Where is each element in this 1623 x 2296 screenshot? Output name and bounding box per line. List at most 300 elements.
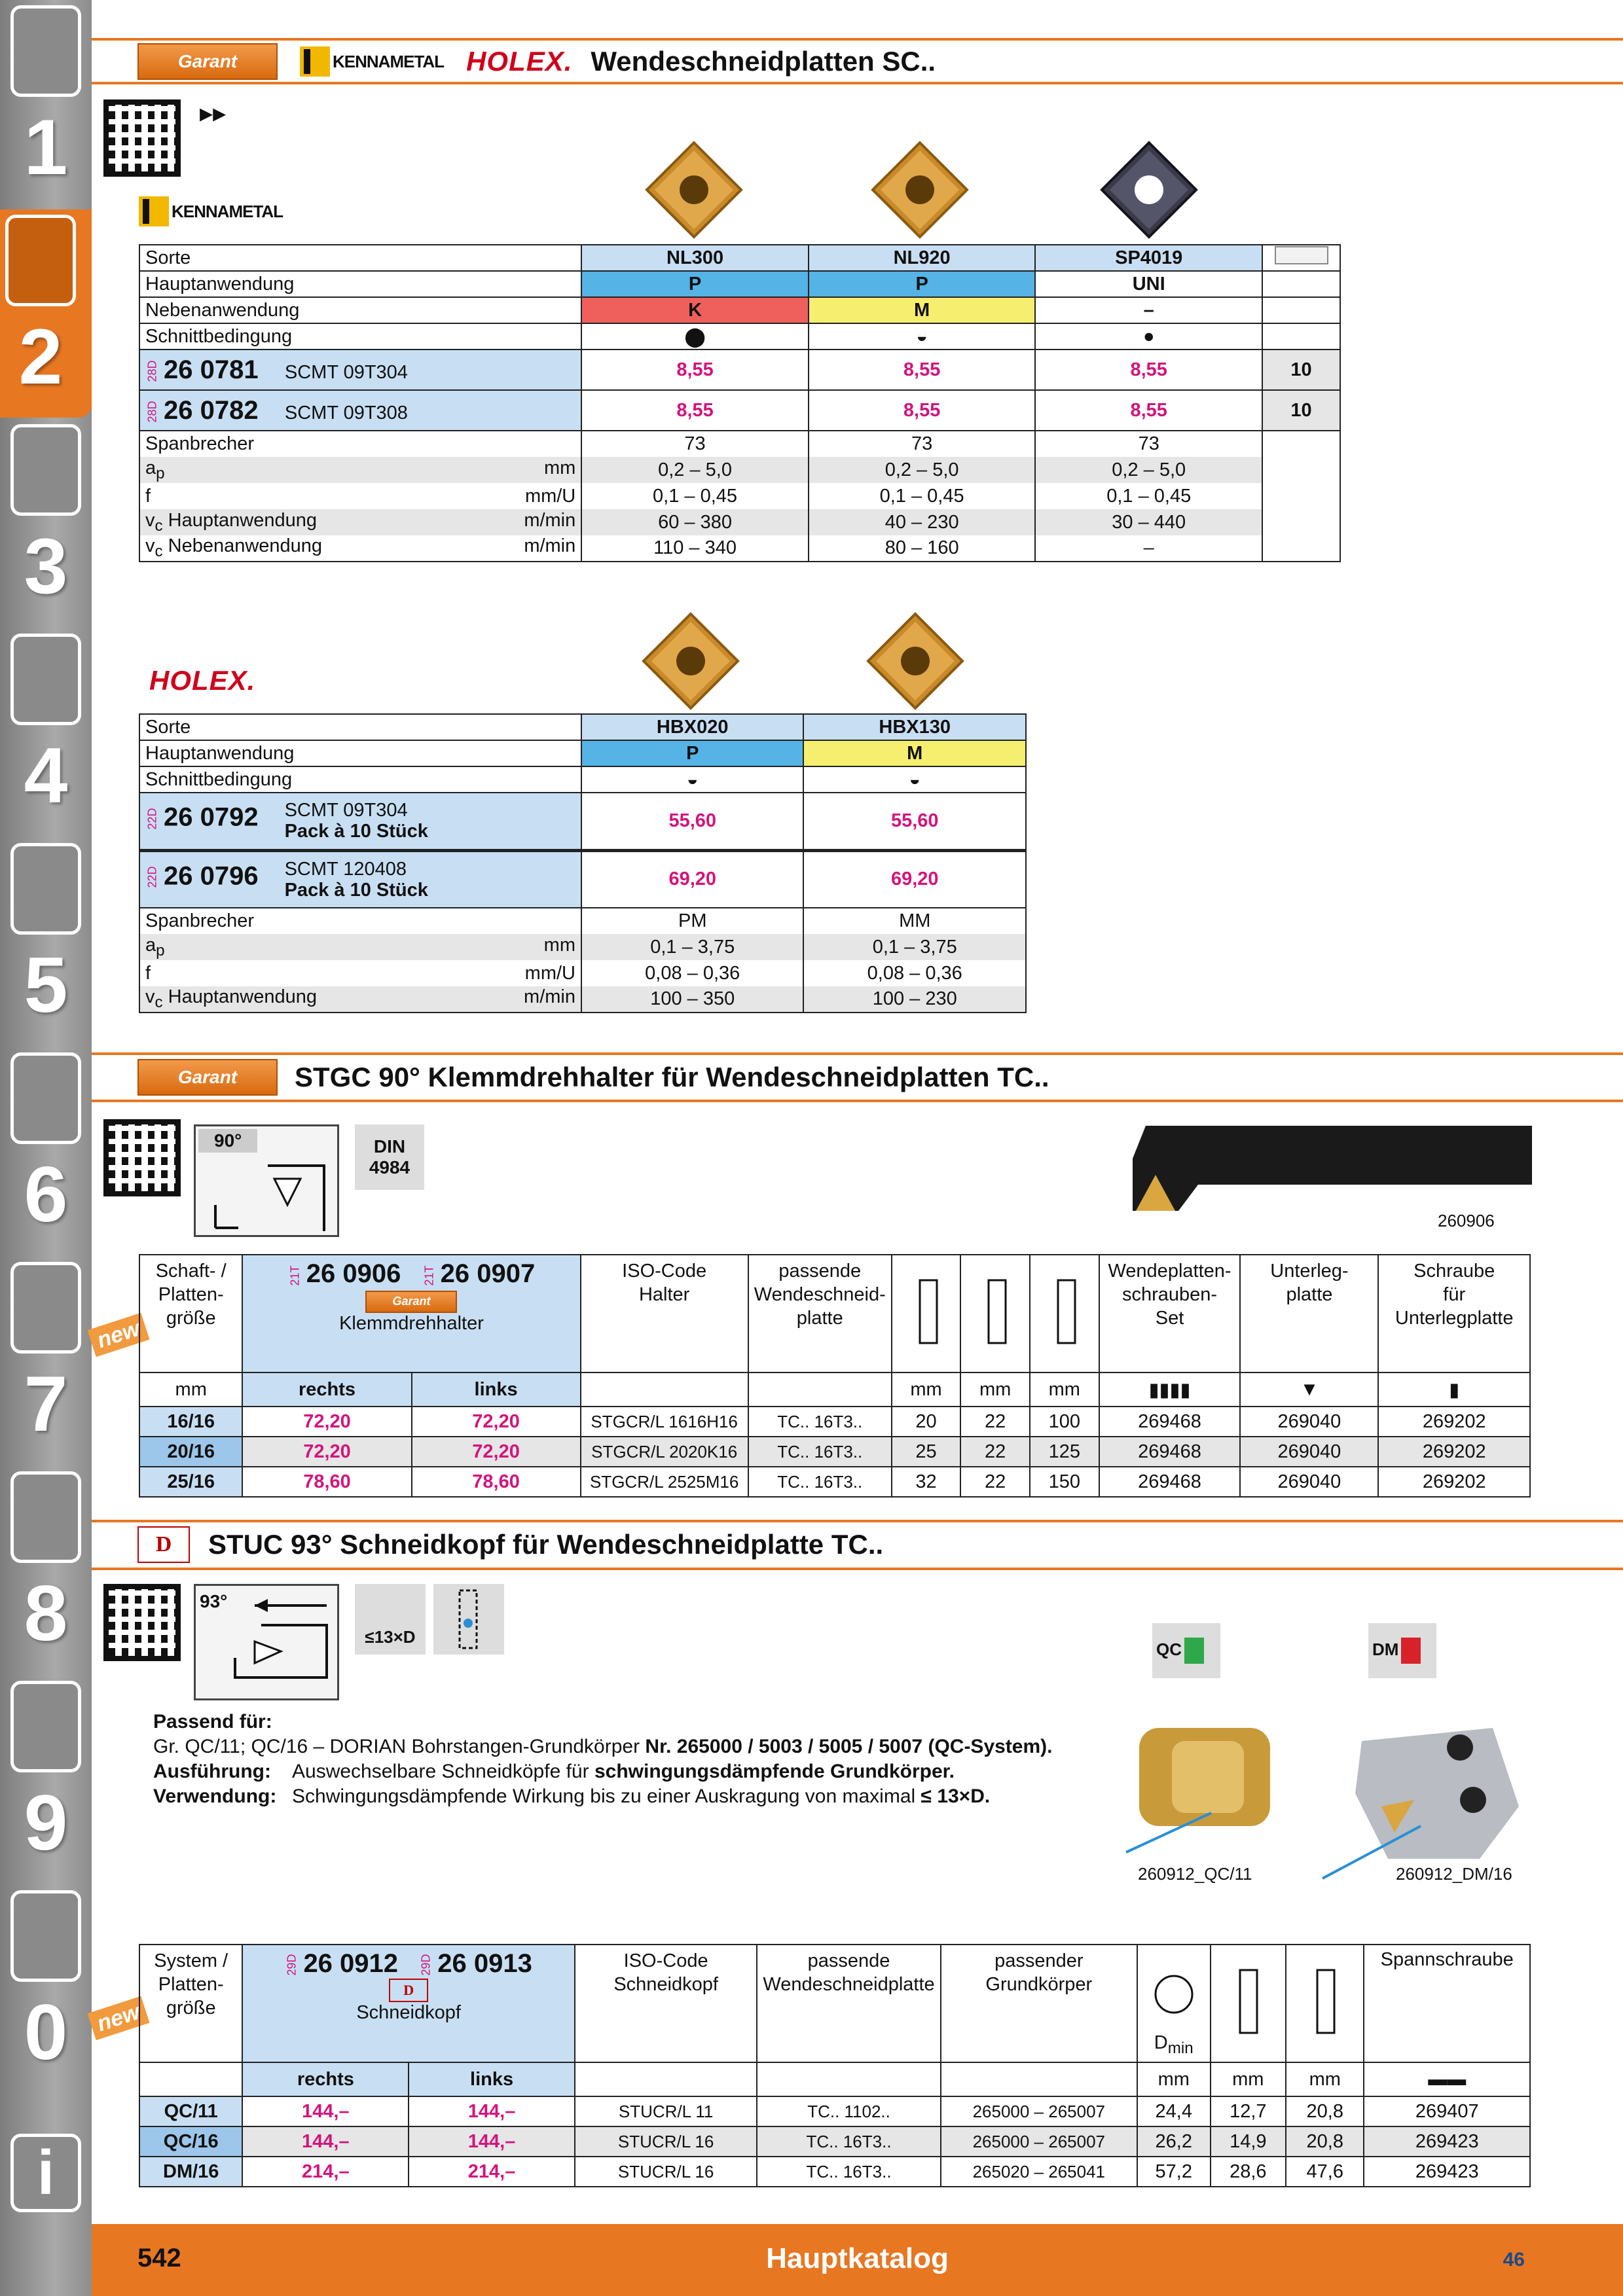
iso-code: SCMT 09T304 — [284, 800, 408, 821]
pack-size: Pack à 10 Stück — [284, 821, 428, 842]
part-number: 269040 — [1240, 1437, 1378, 1467]
new-badge: new — [87, 1996, 149, 2041]
price: 8,55 — [1035, 350, 1262, 390]
kennametal-logo — [139, 196, 283, 226]
part-number: 269468 — [1099, 1437, 1241, 1467]
col-header: System / — [154, 1950, 228, 1971]
price: 214,– — [242, 2157, 409, 2187]
section-title: Wendeschneidplatten SC.. — [591, 46, 936, 77]
price: 72,20 — [242, 1407, 411, 1437]
unit: mm — [1211, 2062, 1286, 2096]
price-group-tag: 22D — [145, 866, 159, 888]
col-header: passende — [807, 1950, 890, 1971]
din-badge — [355, 1124, 424, 1190]
unit: m/min — [524, 509, 576, 531]
iso-code: STGCR/L 2525M16 — [581, 1467, 748, 1497]
row-label: Nebenanwendung — [139, 297, 581, 323]
price-group-tag: 28D — [145, 359, 159, 382]
price: 72,20 — [242, 1437, 411, 1467]
grade-name: NL300 — [581, 245, 809, 271]
din-label: DIN — [373, 1136, 406, 1157]
insert-code: TC.. 16T3.. — [748, 1467, 892, 1497]
feed: 0,1 – 0,45 — [581, 483, 809, 509]
footer-ref: 46 — [1503, 2249, 1525, 2270]
chapter-number: 7 — [24, 1360, 68, 1448]
section-divider — [92, 1052, 1623, 1055]
depth-badge — [355, 1584, 426, 1655]
row-label: Hauptanwendung — [139, 271, 581, 297]
cutting-head-table — [139, 1944, 1531, 2187]
row-label: Schnittbedingung — [139, 323, 581, 350]
dimension: 20,8 — [1286, 2126, 1364, 2157]
dmin-header — [1137, 1945, 1211, 2062]
col-header: Schneidkopf — [356, 2002, 461, 2023]
dimension: 32 — [892, 1467, 961, 1497]
kennametal-insert-table — [139, 244, 1341, 562]
chapter-tab-3[interactable] — [5, 419, 86, 627]
price: 144,– — [409, 2126, 575, 2157]
toolbox-icon — [10, 1471, 81, 1563]
price: 72,20 — [412, 1437, 581, 1467]
price-group-tag: 29D — [285, 1954, 299, 1976]
unit: m/min — [524, 986, 575, 1008]
kennametal-text: KENNAMETAL — [172, 201, 283, 221]
col-header: Unterlegplatte — [1395, 1308, 1514, 1329]
row-label: f — [145, 485, 151, 507]
feed: 0,1 – 0,45 — [809, 483, 1036, 509]
shank-size: 25/16 — [139, 1467, 242, 1497]
row-label-sub: c — [155, 516, 163, 535]
unit: mm — [543, 934, 575, 956]
shank-size: 16/16 — [139, 1407, 242, 1437]
article-number: 26 0782 — [164, 395, 259, 425]
main-application: M — [803, 740, 1026, 766]
qr-code[interactable] — [103, 1119, 181, 1196]
part-number: 269423 — [1364, 2126, 1530, 2157]
dimension: 20,8 — [1286, 2096, 1364, 2126]
cut-condition-icon: ⬤ — [581, 323, 809, 350]
shank-size: 20/16 — [139, 1437, 242, 1467]
col-header-right: rechts — [242, 2062, 409, 2096]
description-label: Passend für: — [153, 1711, 272, 1732]
holex-logo: HOLEX. — [149, 665, 256, 696]
part-number: 269040 — [1240, 1467, 1378, 1497]
cut-speed-main: 30 – 440 — [1035, 509, 1262, 535]
part-number: 269202 — [1378, 1467, 1530, 1497]
description-text: Schwingungsdämpfende Wirkung bis zu einer Auskragung von maximal — [292, 1785, 921, 1807]
part-number: 269202 — [1378, 1437, 1530, 1467]
row-label: f — [145, 962, 151, 984]
pack-icon — [1262, 245, 1340, 271]
col-header: Halter — [638, 1284, 690, 1305]
price: 8,55 — [581, 390, 809, 431]
grinding-disc-icon — [10, 843, 81, 935]
info-icon — [10, 2134, 81, 2212]
description-text-bold: Nr. 265000 / 5003 / 5005 / 5007 (QC-System). — [645, 1736, 1053, 1757]
chapter-tab-5[interactable] — [5, 838, 86, 1046]
garant-logo: Garant — [137, 43, 278, 80]
garant-logo: Garant — [137, 1059, 278, 1096]
cut-speed-main: 100 – 350 — [581, 986, 804, 1013]
price: 8,55 — [1035, 390, 1262, 431]
chapter-tab-7[interactable] — [5, 1257, 86, 1465]
cut-speed-secondary: – — [1035, 535, 1262, 562]
col-header: größe — [166, 1998, 216, 2018]
chapter-number: 0 — [24, 1988, 68, 2076]
section-divider — [92, 1520, 1623, 1522]
iso-code: STUCR/L 16 — [575, 2157, 757, 2187]
iso-code: STUCR/L 11 — [575, 2096, 757, 2126]
dm-label: DM — [1372, 1639, 1399, 1659]
cut-condition-icon: ◒ — [803, 766, 1026, 793]
col-header: für — [1443, 1284, 1466, 1305]
screw-icon: ▮ — [1378, 1372, 1530, 1407]
chipbreaker: PM — [581, 908, 804, 934]
section-title: STUC 93° Schneidkopf für Wendeschneidplatte TC.. — [208, 1529, 884, 1560]
pliers-icon — [10, 1262, 81, 1354]
section-header — [137, 1056, 1049, 1098]
insert-image-nl300 — [642, 137, 746, 242]
chapter-number: 9 — [24, 1779, 68, 1867]
system-size: QC/11 — [139, 2096, 242, 2126]
insert-code: TC.. 16T3.. — [748, 1407, 892, 1437]
cutting-head-dm-photo — [1309, 1702, 1545, 1885]
row-label: Schnittbedingung — [139, 766, 581, 793]
col-header: Schraube — [1413, 1261, 1495, 1282]
dimension-icon — [892, 1255, 961, 1372]
cut-speed-main: 60 – 380 — [581, 509, 809, 535]
cut-depth: 0,2 – 5,0 — [1035, 457, 1262, 483]
part-number: 269423 — [1364, 2157, 1530, 2187]
price: 8,55 — [809, 390, 1036, 431]
price: 144,– — [242, 2126, 409, 2157]
cut-depth: 0,2 – 5,0 — [581, 457, 809, 483]
feed: 0,08 – 0,36 — [581, 960, 804, 986]
chapter-tab-1[interactable] — [5, 0, 86, 208]
iso-code: STGCR/L 1616H16 — [581, 1407, 748, 1437]
dimension: 57,2 — [1137, 2157, 1211, 2187]
grade-name: HBX020 — [581, 714, 804, 740]
dorian-logo: D — [389, 1979, 428, 2002]
cut-depth: 0,2 – 5,0 — [809, 457, 1036, 483]
row-label: Hauptanwendung — [162, 509, 317, 531]
feed: 0,1 – 0,45 — [1035, 483, 1262, 509]
dimension: 47,6 — [1286, 2157, 1364, 2187]
price: 55,60 — [803, 793, 1026, 850]
grade-name: HBX130 — [803, 714, 1026, 740]
cut-condition-icon: ◒ — [581, 766, 804, 793]
angle-label: 93° — [200, 1591, 228, 1611]
chapter-tab-4[interactable] — [5, 628, 86, 836]
system-size: DM/16 — [139, 2157, 242, 2187]
angle-label: 90° — [198, 1129, 257, 1153]
col-header: Platten- — [158, 1284, 224, 1305]
dimension-icon — [1030, 1255, 1099, 1372]
unit: m/min — [524, 535, 576, 557]
col-header: schrauben- — [1122, 1284, 1218, 1305]
col-header-left: links — [412, 1372, 581, 1407]
description-text-bold: ≤ 13×D. — [921, 1785, 991, 1807]
col-header: größe — [166, 1308, 216, 1329]
chapter-number: 2 — [18, 313, 63, 401]
turning-insert-icon — [5, 215, 76, 306]
chapter-number: 6 — [24, 1151, 68, 1238]
chipbreaker: 73 — [1035, 431, 1262, 457]
row-label: Sorte — [139, 714, 581, 740]
unit: mm — [1137, 2062, 1211, 2096]
screw-set-icon: ▮▮▮▮ — [1099, 1372, 1241, 1407]
price-group-tag: 29D — [419, 1954, 433, 1976]
article-number: 26 0912 — [303, 1949, 399, 1978]
price: 8,55 — [809, 350, 1036, 390]
garant-logo: Garant — [365, 1291, 457, 1313]
main-application: UNI — [1035, 271, 1262, 297]
din-number: 4984 — [369, 1157, 410, 1177]
row-label: a — [145, 457, 156, 478]
info-label: i — [37, 2138, 55, 2208]
secondary-application: M — [809, 297, 1036, 323]
col-header: Schneidkopf — [613, 1974, 718, 1995]
col-header: passender — [994, 1950, 1084, 1971]
col-header: platte — [796, 1308, 843, 1329]
page-number: 542 — [137, 2244, 181, 2272]
dimension-icon — [1286, 1945, 1364, 2062]
part-number: 269040 — [1240, 1407, 1378, 1437]
iso-code: SCMT 09T308 — [284, 402, 408, 423]
col-header: Wendeplatten- — [1108, 1261, 1231, 1282]
article-number: 26 0796 — [164, 861, 259, 891]
chapter-number: 5 — [24, 941, 68, 1029]
col-header-sub: min — [1167, 2039, 1194, 2057]
head-angle-diagram — [194, 1584, 339, 1700]
chapter-tab-8[interactable] — [5, 1466, 86, 1674]
chipbreaker: MM — [803, 908, 1026, 934]
kennametal-text: KENNAMETAL — [333, 51, 445, 71]
row-label: a — [145, 934, 156, 956]
main-application: P — [581, 740, 804, 766]
chipbreaker: 73 — [809, 431, 1036, 457]
price: 144,– — [242, 2096, 409, 2126]
insert-image-hbx020 — [638, 609, 743, 713]
wrench-icon — [10, 1052, 81, 1144]
row-label-sub: p — [156, 464, 165, 482]
cut-depth: 0,1 – 3,75 — [803, 934, 1026, 960]
part-number: 269407 — [1364, 2096, 1530, 2126]
kennametal-logo — [300, 46, 444, 77]
price-group-tag: 21T — [422, 1265, 436, 1286]
section-header — [137, 1524, 883, 1566]
holder-angle-diagram — [194, 1124, 339, 1237]
price: 72,20 — [412, 1407, 581, 1437]
system-size: QC/16 — [139, 2126, 242, 2157]
chipbreaker: 73 — [581, 431, 809, 457]
grade-name: NL920 — [809, 245, 1036, 271]
col-header: Wendeschneid- — [754, 1284, 886, 1305]
dimension-icon — [1211, 1945, 1286, 2062]
unit: mm — [139, 1372, 242, 1407]
unit: mm — [960, 1372, 1030, 1407]
pack-size: 10 — [1262, 350, 1340, 390]
col-header: Wendeschneidplatte — [763, 1974, 935, 1995]
dimension: 100 — [1030, 1407, 1099, 1437]
chapter-tab-6[interactable] — [5, 1047, 86, 1255]
unit: mm/U — [524, 485, 576, 507]
chapter-tab-info[interactable] — [5, 2121, 86, 2224]
col-header-right: rechts — [242, 1372, 411, 1407]
iso-code: STGCR/L 2020K16 — [581, 1437, 748, 1467]
qc-system-badge — [1152, 1623, 1220, 1678]
price: 69,20 — [803, 850, 1026, 908]
insert-code: TC.. 1102.. — [757, 2096, 940, 2126]
depth-label: ≤13×D — [365, 1627, 416, 1647]
col-header: Schaft- / — [155, 1261, 227, 1282]
chapter-tab-9[interactable] — [5, 1676, 86, 1884]
row-label-sub: c — [155, 542, 163, 560]
description-text: Auswechselbare Schneidköpfe für — [292, 1761, 594, 1782]
dimension: 14,9 — [1211, 2126, 1286, 2157]
row-label: Spanbrecher — [139, 431, 581, 457]
qr-code[interactable] — [103, 99, 181, 177]
base-body: 265000 – 265007 — [941, 2126, 1137, 2157]
row-label: Sorte — [139, 245, 581, 271]
unit: mm — [1030, 1372, 1099, 1407]
coolant-icon — [433, 1584, 504, 1655]
row-label: v — [145, 509, 155, 531]
cut-speed-main: 40 – 230 — [809, 509, 1036, 535]
chapter-tab-2[interactable] — [0, 209, 92, 418]
iso-code: SCMT 120408 — [284, 858, 407, 880]
col-header: ISO-Code — [623, 1950, 708, 1971]
col-header: Set — [1155, 1308, 1184, 1329]
chapter-tab-0[interactable] — [5, 1885, 86, 2093]
article-number: 26 0781 — [164, 355, 259, 384]
price: 8,55 — [581, 350, 809, 390]
unit: mm — [892, 1372, 961, 1407]
shim-icon: ▼ — [1240, 1372, 1378, 1407]
row-label: Hauptanwendung — [162, 986, 317, 1008]
insert-code: TC.. 16T3.. — [757, 2157, 940, 2187]
row-label: Hauptanwendung — [139, 740, 581, 766]
dimension: 22 — [960, 1407, 1030, 1437]
col-header: passende — [778, 1261, 862, 1282]
description-text-bold: schwingungsdämpfende Grundkörper. — [594, 1761, 955, 1782]
base-body: 265000 – 265007 — [941, 2096, 1137, 2126]
photo-caption: 260906 — [1438, 1211, 1495, 1230]
row-label: v — [145, 535, 155, 557]
col-header-left: links — [409, 2062, 575, 2096]
section-divider — [92, 1568, 1623, 1570]
pack-size: 10 — [1262, 390, 1340, 431]
price-group-tag: 28D — [145, 400, 159, 422]
chapter-number: 4 — [24, 732, 68, 819]
col-header: Klemmdrehhalter — [339, 1312, 484, 1334]
dm-system-badge — [1368, 1623, 1436, 1678]
row-label: v — [145, 986, 155, 1008]
price: 78,60 — [242, 1467, 411, 1497]
price: 214,– — [409, 2157, 575, 2187]
cut-condition-icon: ● — [1035, 323, 1262, 350]
article-number: 26 0792 — [164, 802, 259, 832]
section-divider — [92, 1100, 1623, 1102]
cut-depth: 0,1 – 3,75 — [581, 934, 804, 960]
unit: mm — [543, 457, 576, 478]
holder-table — [139, 1254, 1531, 1498]
article-number: 26 0907 — [440, 1259, 536, 1288]
holder-photo — [1120, 1113, 1532, 1217]
insert-code: TC.. 16T3.. — [757, 2126, 940, 2157]
base-body: 265020 – 265041 — [941, 2157, 1137, 2187]
dimension: 22 — [960, 1467, 1030, 1497]
insert-image-sp4019 — [1097, 137, 1201, 242]
row-label: Nebenanwendung — [162, 535, 323, 557]
col-header: Spannschraube — [1364, 1945, 1530, 2062]
col-header: platte — [1286, 1284, 1333, 1305]
cut-speed-secondary: 110 – 340 — [581, 535, 809, 562]
price: 144,– — [409, 2096, 575, 2126]
page-footer — [92, 2224, 1623, 2296]
chapter-number: 8 — [24, 1570, 68, 1657]
dimension-icon — [960, 1255, 1030, 1372]
dorian-logo: D — [137, 1526, 190, 1563]
dimension: 150 — [1030, 1467, 1099, 1497]
unit: mm/U — [524, 962, 575, 984]
cabinet-icon — [10, 1681, 81, 1772]
dimension: 20 — [892, 1407, 961, 1437]
row-label-sub: c — [155, 993, 163, 1011]
insert-image-nl920 — [867, 137, 972, 242]
cut-condition-icon: ◒ — [809, 323, 1036, 350]
dimension: 28,6 — [1211, 2157, 1286, 2187]
row-label-sub: p — [156, 941, 165, 960]
cut-speed-main: 100 – 230 — [803, 986, 1026, 1013]
col-header: ISO-Code — [622, 1261, 707, 1282]
col-header: Platten- — [158, 1974, 224, 1995]
drill-icon — [10, 5, 81, 97]
section-header — [137, 41, 936, 82]
qc-label: QC — [1156, 1639, 1182, 1659]
article-number: 26 0906 — [306, 1259, 401, 1288]
collet-icon — [10, 424, 81, 516]
section-title: STGC 90° Klemmdrehhalter für Wendeschneidplatten TC.. — [295, 1062, 1049, 1092]
feed: 0,08 – 0,36 — [803, 960, 1026, 986]
insert-code: TC.. 16T3.. — [748, 1437, 892, 1467]
secondary-application: – — [1035, 297, 1262, 323]
description-text: Gr. QC/11; QC/16 – DORIAN Bohrstangen-Grundkörper — [153, 1736, 646, 1757]
dimension: 22 — [960, 1437, 1030, 1467]
part-number: 269202 — [1378, 1407, 1530, 1437]
col-header: D — [1154, 2032, 1168, 2054]
chapter-sidebar — [0, 0, 92, 2296]
chapter-number: 3 — [24, 522, 68, 610]
pack-size: Pack à 10 Stück — [284, 879, 428, 901]
col-header: Grundkörper — [985, 1974, 1093, 1995]
dimension: 125 — [1030, 1437, 1099, 1467]
row-label: Spanbrecher — [139, 908, 581, 934]
qr-code[interactable] — [103, 1584, 181, 1661]
holex-logo: HOLEX. — [466, 46, 573, 77]
grade-name: SP4019 — [1035, 245, 1262, 271]
cut-speed-secondary: 80 – 160 — [809, 535, 1036, 562]
holex-insert-table — [139, 713, 1027, 1013]
price: 55,60 — [581, 793, 804, 850]
dimension: 26,2 — [1137, 2126, 1211, 2157]
new-badge: new — [87, 1313, 149, 1357]
price: 69,20 — [581, 850, 804, 908]
main-application: P — [809, 271, 1036, 297]
secondary-application: K — [581, 297, 809, 323]
product-description — [153, 1710, 1135, 1809]
main-application: P — [581, 271, 809, 297]
